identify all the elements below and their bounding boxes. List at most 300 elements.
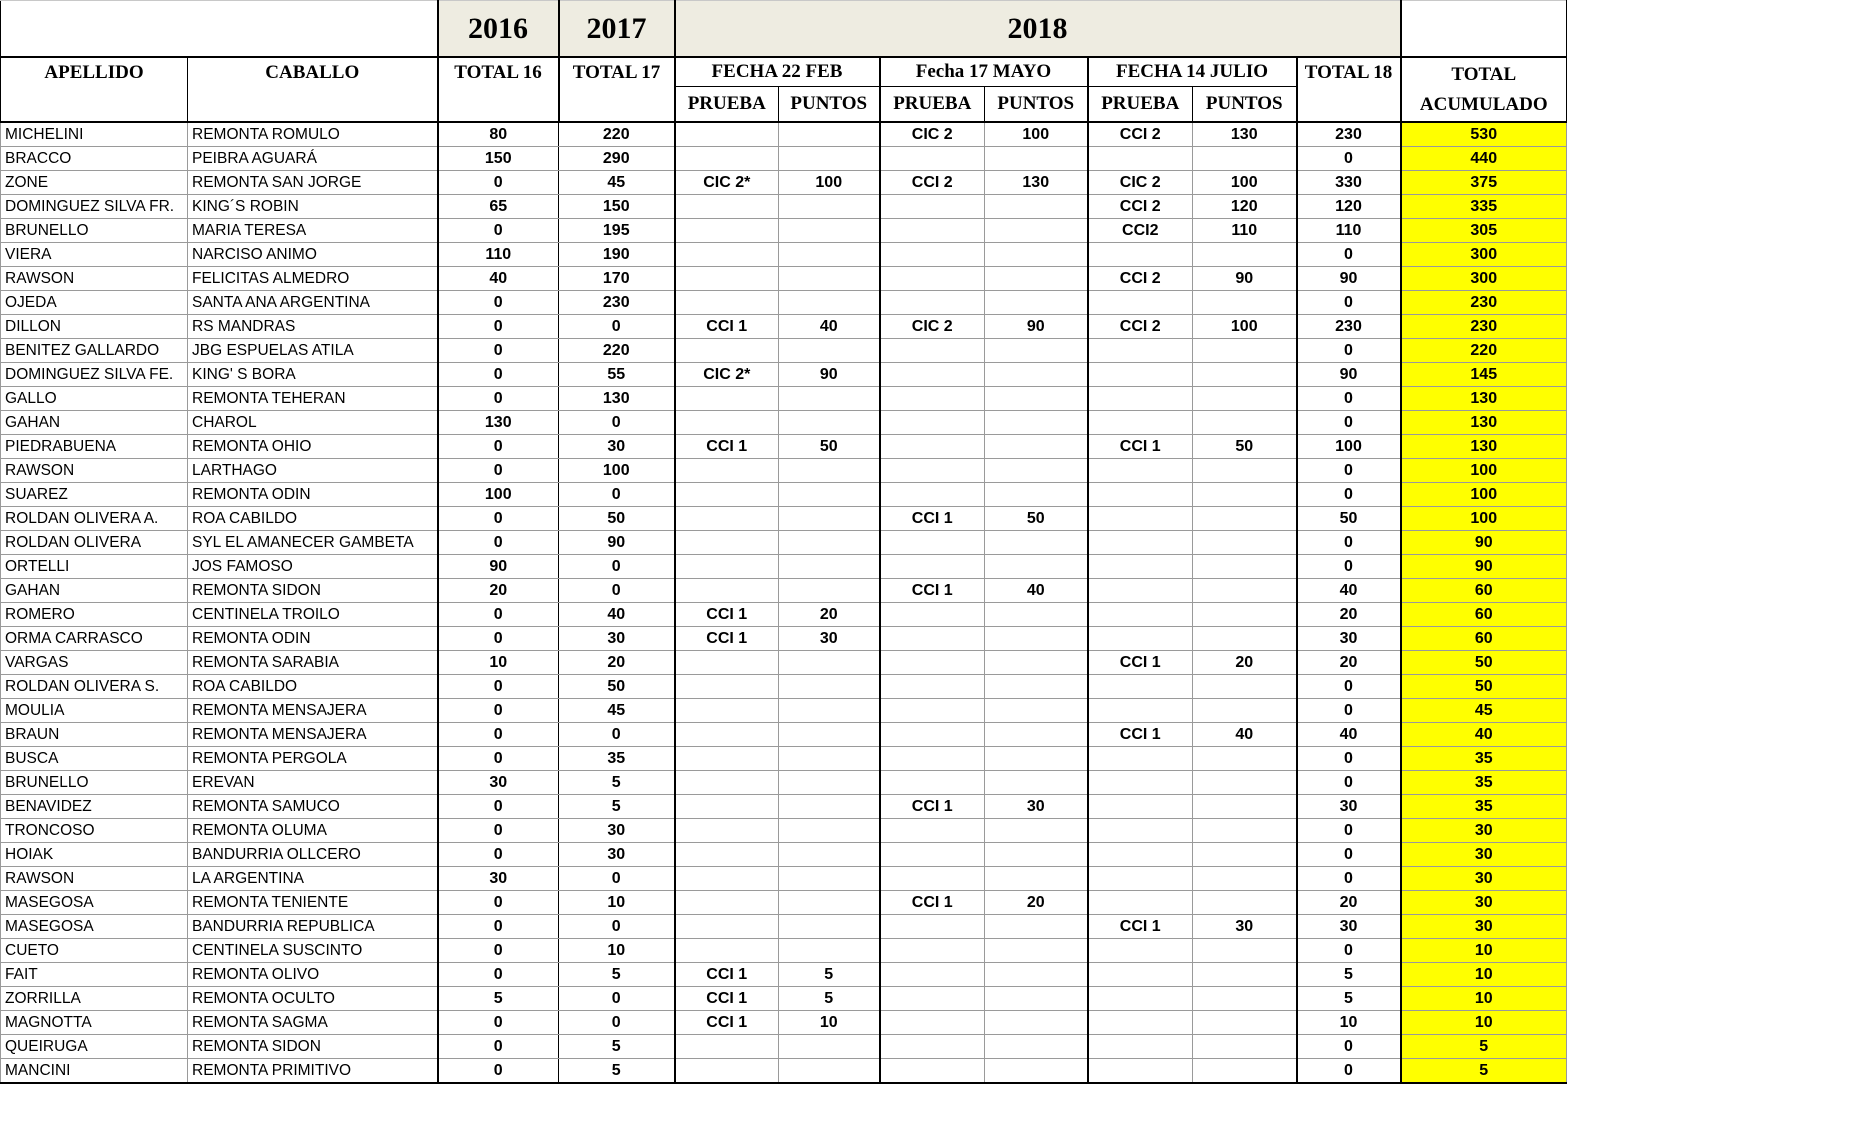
cell-apellido: BENAVIDEZ bbox=[1, 795, 188, 819]
cell-puntos-22-feb bbox=[779, 387, 880, 411]
cell-total-17: 0 bbox=[559, 483, 675, 507]
cell-puntos-14-julio bbox=[1193, 627, 1297, 651]
cell-prueba-14-julio bbox=[1088, 627, 1193, 651]
cell-puntos-17-mayo bbox=[985, 699, 1088, 723]
cell-prueba-17-mayo bbox=[880, 1035, 985, 1059]
table-row bbox=[1, 939, 1567, 963]
cell-total-17: 30 bbox=[559, 819, 675, 843]
cell-apellido: ORMA CARRASCO bbox=[1, 627, 188, 651]
cell-total-16: 30 bbox=[438, 867, 559, 891]
cell-caballo: REMONTA SIDON bbox=[188, 579, 438, 603]
cell-puntos-17-mayo bbox=[985, 459, 1088, 483]
cell-total-acumulado: 100 bbox=[1401, 507, 1567, 531]
cell-caballo: EREVAN bbox=[188, 771, 438, 795]
cell-apellido: ORTELLI bbox=[1, 555, 188, 579]
cell-total-acumulado: 10 bbox=[1401, 1011, 1567, 1035]
cell-apellido: DOMINGUEZ SILVA FR. bbox=[1, 195, 188, 219]
cell-prueba-17-mayo bbox=[880, 219, 985, 243]
cell-prueba-22-feb bbox=[675, 651, 779, 675]
cell-apellido: RAWSON bbox=[1, 459, 188, 483]
cell-total-17: 90 bbox=[559, 531, 675, 555]
cell-puntos-22-feb bbox=[779, 1035, 880, 1059]
cell-caballo: REMONTA OHIO bbox=[188, 435, 438, 459]
year-header-blank-right bbox=[1401, 1, 1567, 58]
cell-apellido: MOULIA bbox=[1, 699, 188, 723]
table-body bbox=[1, 122, 1567, 1083]
table-row bbox=[1, 1059, 1567, 1084]
cell-prueba-14-julio bbox=[1088, 555, 1193, 579]
cell-prueba-14-julio: CCI 2 bbox=[1088, 195, 1193, 219]
cell-caballo: REMONTA OLIVO bbox=[188, 963, 438, 987]
cell-prueba-17-mayo bbox=[880, 483, 985, 507]
cell-total-17: 5 bbox=[559, 1035, 675, 1059]
cell-prueba-22-feb bbox=[675, 219, 779, 243]
cell-puntos-17-mayo: 130 bbox=[985, 171, 1088, 195]
cell-prueba-17-mayo: CCI 1 bbox=[880, 795, 985, 819]
cell-prueba-14-julio: CCI 2 bbox=[1088, 315, 1193, 339]
cell-total-17: 0 bbox=[559, 1011, 675, 1035]
table-row bbox=[1, 147, 1567, 171]
cell-puntos-22-feb bbox=[779, 459, 880, 483]
cell-total-17: 0 bbox=[559, 411, 675, 435]
cell-caballo: CENTINELA SUSCINTO bbox=[188, 939, 438, 963]
cell-caballo: REMONTA TENIENTE bbox=[188, 891, 438, 915]
cell-prueba-17-mayo bbox=[880, 555, 985, 579]
cell-total-acumulado: 5 bbox=[1401, 1059, 1567, 1084]
cell-puntos-14-julio bbox=[1193, 867, 1297, 891]
cell-puntos-14-julio bbox=[1193, 531, 1297, 555]
cell-prueba-17-mayo bbox=[880, 363, 985, 387]
cell-caballo: PEIBRA AGUARÁ bbox=[188, 147, 438, 171]
cell-puntos-22-feb bbox=[779, 483, 880, 507]
cell-total-17: 0 bbox=[559, 555, 675, 579]
cell-caballo: LA ARGENTINA bbox=[188, 867, 438, 891]
cell-total-acumulado: 230 bbox=[1401, 315, 1567, 339]
cell-puntos-22-feb: 40 bbox=[779, 315, 880, 339]
cell-total-16: 10 bbox=[438, 651, 559, 675]
cell-apellido: BRUNELLO bbox=[1, 219, 188, 243]
cell-prueba-14-julio: CCI 2 bbox=[1088, 122, 1193, 147]
cell-puntos-22-feb bbox=[779, 507, 880, 531]
table-row bbox=[1, 699, 1567, 723]
cell-prueba-22-feb: CCI 1 bbox=[675, 435, 779, 459]
cell-caballo: REMONTA OCULTO bbox=[188, 987, 438, 1011]
cell-apellido: BUSCA bbox=[1, 747, 188, 771]
year-header-row bbox=[1, 1, 1567, 58]
cell-prueba-17-mayo: CCI 1 bbox=[880, 891, 985, 915]
cell-puntos-14-julio bbox=[1193, 1011, 1297, 1035]
cell-prueba-22-feb: CCI 1 bbox=[675, 1011, 779, 1035]
cell-total-17: 20 bbox=[559, 651, 675, 675]
cell-caballo: MARIA TERESA bbox=[188, 219, 438, 243]
cell-puntos-17-mayo bbox=[985, 915, 1088, 939]
cell-total-acumulado: 335 bbox=[1401, 195, 1567, 219]
cell-total-acumulado: 10 bbox=[1401, 939, 1567, 963]
cell-total-acumulado: 130 bbox=[1401, 387, 1567, 411]
cell-puntos-17-mayo bbox=[985, 939, 1088, 963]
cell-total-18: 0 bbox=[1297, 747, 1401, 771]
cell-total-17: 190 bbox=[559, 243, 675, 267]
cell-puntos-22-feb bbox=[779, 147, 880, 171]
cell-apellido: ROLDAN OLIVERA bbox=[1, 531, 188, 555]
cell-puntos-17-mayo bbox=[985, 747, 1088, 771]
cell-total-18: 0 bbox=[1297, 147, 1401, 171]
cell-total-acumulado: 30 bbox=[1401, 843, 1567, 867]
cell-caballo: REMONTA SAGMA bbox=[188, 1011, 438, 1035]
cell-prueba-22-feb bbox=[675, 747, 779, 771]
cell-puntos-17-mayo bbox=[985, 627, 1088, 651]
cell-total-18: 0 bbox=[1297, 771, 1401, 795]
table-header bbox=[1, 1, 1567, 123]
cell-puntos-14-julio: 100 bbox=[1193, 315, 1297, 339]
cell-apellido: DILLON bbox=[1, 315, 188, 339]
cell-prueba-17-mayo bbox=[880, 843, 985, 867]
cell-puntos-14-julio bbox=[1193, 339, 1297, 363]
cell-total-17: 5 bbox=[559, 795, 675, 819]
table-row bbox=[1, 531, 1567, 555]
cell-prueba-14-julio bbox=[1088, 147, 1193, 171]
cell-puntos-17-mayo bbox=[985, 363, 1088, 387]
cell-total-17: 10 bbox=[559, 939, 675, 963]
cell-puntos-22-feb: 50 bbox=[779, 435, 880, 459]
cell-prueba-14-julio bbox=[1088, 891, 1193, 915]
cell-prueba-14-julio bbox=[1088, 987, 1193, 1011]
cell-total-18: 100 bbox=[1297, 435, 1401, 459]
header-total-17: TOTAL 17 bbox=[559, 57, 675, 122]
cell-apellido: MAGNOTTA bbox=[1, 1011, 188, 1035]
cell-prueba-14-julio bbox=[1088, 675, 1193, 699]
cell-prueba-17-mayo bbox=[880, 699, 985, 723]
cell-prueba-22-feb bbox=[675, 291, 779, 315]
cell-prueba-17-mayo bbox=[880, 531, 985, 555]
cell-prueba-22-feb bbox=[675, 459, 779, 483]
cell-prueba-22-feb bbox=[675, 915, 779, 939]
cell-puntos-14-julio bbox=[1193, 603, 1297, 627]
cell-puntos-17-mayo bbox=[985, 387, 1088, 411]
cell-total-16: 0 bbox=[438, 291, 559, 315]
cell-total-17: 30 bbox=[559, 843, 675, 867]
cell-total-18: 20 bbox=[1297, 603, 1401, 627]
cell-total-18: 20 bbox=[1297, 651, 1401, 675]
cell-total-18: 90 bbox=[1297, 363, 1401, 387]
cell-puntos-14-julio: 90 bbox=[1193, 267, 1297, 291]
cell-prueba-22-feb bbox=[675, 555, 779, 579]
cell-puntos-22-feb: 5 bbox=[779, 987, 880, 1011]
header-prueba-2: PRUEBA bbox=[880, 87, 985, 123]
cell-apellido: CUETO bbox=[1, 939, 188, 963]
cell-caballo: KING´S ROBIN bbox=[188, 195, 438, 219]
cell-apellido: ROMERO bbox=[1, 603, 188, 627]
cell-prueba-14-julio bbox=[1088, 939, 1193, 963]
cell-caballo: REMONTA SARABIA bbox=[188, 651, 438, 675]
cell-prueba-17-mayo bbox=[880, 339, 985, 363]
cell-apellido: MANCINI bbox=[1, 1059, 188, 1084]
cell-prueba-14-julio bbox=[1088, 363, 1193, 387]
cell-total-17: 45 bbox=[559, 171, 675, 195]
cell-apellido: FAIT bbox=[1, 963, 188, 987]
cell-puntos-17-mayo: 30 bbox=[985, 795, 1088, 819]
cell-puntos-14-julio bbox=[1193, 939, 1297, 963]
cell-total-acumulado: 50 bbox=[1401, 651, 1567, 675]
cell-prueba-22-feb bbox=[675, 891, 779, 915]
cell-caballo: KING' S BORA bbox=[188, 363, 438, 387]
cell-total-16: 80 bbox=[438, 122, 559, 147]
cell-puntos-14-julio: 130 bbox=[1193, 122, 1297, 147]
cell-total-18: 0 bbox=[1297, 387, 1401, 411]
cell-puntos-14-julio bbox=[1193, 963, 1297, 987]
cell-puntos-22-feb: 100 bbox=[779, 171, 880, 195]
table-row bbox=[1, 579, 1567, 603]
cell-prueba-17-mayo bbox=[880, 603, 985, 627]
cell-apellido: TRONCOSO bbox=[1, 819, 188, 843]
table-row bbox=[1, 771, 1567, 795]
cell-puntos-22-feb bbox=[779, 867, 880, 891]
cell-prueba-14-julio: CCI2 bbox=[1088, 219, 1193, 243]
cell-total-16: 5 bbox=[438, 987, 559, 1011]
cell-puntos-22-feb bbox=[779, 531, 880, 555]
cell-caballo: REMONTA PRIMITIVO bbox=[188, 1059, 438, 1084]
cell-apellido: ZONE bbox=[1, 171, 188, 195]
cell-total-17: 0 bbox=[559, 915, 675, 939]
cell-total-17: 10 bbox=[559, 891, 675, 915]
cell-total-16: 150 bbox=[438, 147, 559, 171]
cell-caballo: LARTHAGO bbox=[188, 459, 438, 483]
table-row bbox=[1, 122, 1567, 147]
cell-prueba-22-feb bbox=[675, 819, 779, 843]
cell-puntos-17-mayo bbox=[985, 651, 1088, 675]
table-row bbox=[1, 603, 1567, 627]
cell-apellido: QUEIRUGA bbox=[1, 1035, 188, 1059]
cell-puntos-17-mayo bbox=[985, 771, 1088, 795]
cell-puntos-14-julio bbox=[1193, 891, 1297, 915]
cell-prueba-17-mayo bbox=[880, 675, 985, 699]
cell-puntos-17-mayo bbox=[985, 963, 1088, 987]
table-row bbox=[1, 291, 1567, 315]
cell-puntos-14-julio bbox=[1193, 363, 1297, 387]
year-2017-header: 2017 bbox=[559, 1, 675, 58]
cell-prueba-14-julio bbox=[1088, 531, 1193, 555]
cell-total-16: 0 bbox=[438, 963, 559, 987]
cell-prueba-22-feb bbox=[675, 1035, 779, 1059]
cell-total-16: 0 bbox=[438, 723, 559, 747]
cell-puntos-17-mayo: 40 bbox=[985, 579, 1088, 603]
cell-puntos-17-mayo: 90 bbox=[985, 315, 1088, 339]
cell-puntos-17-mayo bbox=[985, 483, 1088, 507]
cell-total-acumulado: 60 bbox=[1401, 603, 1567, 627]
header-prueba-1: PRUEBA bbox=[675, 87, 779, 123]
cell-prueba-22-feb bbox=[675, 843, 779, 867]
cell-caballo: REMONTA ODIN bbox=[188, 627, 438, 651]
cell-puntos-14-julio bbox=[1193, 387, 1297, 411]
table-row bbox=[1, 891, 1567, 915]
cell-total-17: 5 bbox=[559, 963, 675, 987]
cell-total-18: 50 bbox=[1297, 507, 1401, 531]
cell-total-17: 170 bbox=[559, 267, 675, 291]
cell-apellido: RAWSON bbox=[1, 867, 188, 891]
cell-puntos-14-julio: 110 bbox=[1193, 219, 1297, 243]
header-apellido: APELLIDO bbox=[1, 57, 188, 122]
cell-puntos-14-julio: 50 bbox=[1193, 435, 1297, 459]
cell-puntos-22-feb bbox=[779, 747, 880, 771]
cell-caballo: CENTINELA TROILO bbox=[188, 603, 438, 627]
cell-total-16: 130 bbox=[438, 411, 559, 435]
cell-total-acumulado: 5 bbox=[1401, 1035, 1567, 1059]
cell-puntos-22-feb bbox=[779, 891, 880, 915]
cell-puntos-17-mayo bbox=[985, 1035, 1088, 1059]
cell-prueba-22-feb bbox=[675, 699, 779, 723]
table-row bbox=[1, 387, 1567, 411]
cell-prueba-22-feb bbox=[675, 243, 779, 267]
cell-total-acumulado: 10 bbox=[1401, 987, 1567, 1011]
cell-prueba-14-julio bbox=[1088, 387, 1193, 411]
cell-puntos-14-julio bbox=[1193, 843, 1297, 867]
cell-prueba-22-feb: CCI 1 bbox=[675, 315, 779, 339]
cell-puntos-22-feb: 30 bbox=[779, 627, 880, 651]
cell-puntos-17-mayo bbox=[985, 1011, 1088, 1035]
cell-puntos-17-mayo: 100 bbox=[985, 122, 1088, 147]
cell-prueba-17-mayo bbox=[880, 147, 985, 171]
cell-puntos-22-feb bbox=[779, 699, 880, 723]
cell-prueba-22-feb bbox=[675, 147, 779, 171]
header-total-16: TOTAL 16 bbox=[438, 57, 559, 122]
cell-total-16: 0 bbox=[438, 1059, 559, 1084]
cell-total-18: 0 bbox=[1297, 1035, 1401, 1059]
cell-total-18: 120 bbox=[1297, 195, 1401, 219]
cell-caballo: ROA CABILDO bbox=[188, 675, 438, 699]
cell-puntos-17-mayo bbox=[985, 243, 1088, 267]
cell-prueba-22-feb bbox=[675, 122, 779, 147]
cell-apellido: HOIAK bbox=[1, 843, 188, 867]
cell-prueba-17-mayo bbox=[880, 435, 985, 459]
cell-puntos-17-mayo bbox=[985, 555, 1088, 579]
cell-total-17: 100 bbox=[559, 459, 675, 483]
cell-puntos-14-julio bbox=[1193, 699, 1297, 723]
cell-total-acumulado: 90 bbox=[1401, 531, 1567, 555]
cell-prueba-17-mayo bbox=[880, 195, 985, 219]
cell-prueba-14-julio: CCI 1 bbox=[1088, 651, 1193, 675]
cell-caballo: NARCISO ANIMO bbox=[188, 243, 438, 267]
cell-puntos-14-julio: 30 bbox=[1193, 915, 1297, 939]
cell-apellido: MASEGOSA bbox=[1, 915, 188, 939]
cell-total-acumulado: 130 bbox=[1401, 411, 1567, 435]
cell-total-16: 0 bbox=[438, 939, 559, 963]
cell-puntos-22-feb bbox=[779, 723, 880, 747]
cell-apellido: GAHAN bbox=[1, 411, 188, 435]
cell-total-18: 0 bbox=[1297, 243, 1401, 267]
cell-puntos-14-julio bbox=[1193, 675, 1297, 699]
cell-puntos-22-feb: 20 bbox=[779, 603, 880, 627]
header-prueba-3: PRUEBA bbox=[1088, 87, 1193, 123]
cell-total-acumulado: 230 bbox=[1401, 291, 1567, 315]
cell-prueba-17-mayo bbox=[880, 771, 985, 795]
cell-puntos-17-mayo bbox=[985, 867, 1088, 891]
cell-puntos-17-mayo bbox=[985, 819, 1088, 843]
cell-prueba-22-feb bbox=[675, 771, 779, 795]
cell-total-18: 0 bbox=[1297, 411, 1401, 435]
cell-total-17: 0 bbox=[559, 723, 675, 747]
cell-puntos-14-julio bbox=[1193, 411, 1297, 435]
cell-puntos-22-feb bbox=[779, 267, 880, 291]
cell-prueba-14-julio bbox=[1088, 459, 1193, 483]
cell-puntos-17-mayo bbox=[985, 291, 1088, 315]
cell-prueba-17-mayo bbox=[880, 243, 985, 267]
cell-prueba-14-julio bbox=[1088, 339, 1193, 363]
cell-total-17: 30 bbox=[559, 435, 675, 459]
cell-puntos-22-feb bbox=[779, 291, 880, 315]
cell-total-16: 0 bbox=[438, 363, 559, 387]
cell-total-17: 45 bbox=[559, 699, 675, 723]
cell-puntos-17-mayo: 20 bbox=[985, 891, 1088, 915]
cell-prueba-14-julio bbox=[1088, 507, 1193, 531]
cell-puntos-14-julio bbox=[1193, 747, 1297, 771]
cell-total-acumulado: 60 bbox=[1401, 579, 1567, 603]
table-row bbox=[1, 483, 1567, 507]
cell-apellido: MICHELINI bbox=[1, 122, 188, 147]
cell-puntos-14-julio: 100 bbox=[1193, 171, 1297, 195]
table-row bbox=[1, 795, 1567, 819]
cell-prueba-17-mayo: CIC 2 bbox=[880, 315, 985, 339]
cell-puntos-17-mayo bbox=[985, 843, 1088, 867]
cell-puntos-22-feb bbox=[779, 122, 880, 147]
cell-total-18: 0 bbox=[1297, 1059, 1401, 1084]
cell-apellido: GAHAN bbox=[1, 579, 188, 603]
cell-puntos-22-feb bbox=[779, 771, 880, 795]
cell-puntos-14-julio bbox=[1193, 147, 1297, 171]
cell-total-18: 0 bbox=[1297, 699, 1401, 723]
cell-total-acumulado: 30 bbox=[1401, 891, 1567, 915]
cell-apellido: ROLDAN OLIVERA S. bbox=[1, 675, 188, 699]
cell-prueba-17-mayo bbox=[880, 387, 985, 411]
header-total-acumulado bbox=[1401, 57, 1567, 122]
cell-puntos-17-mayo bbox=[985, 339, 1088, 363]
cell-puntos-22-feb bbox=[779, 579, 880, 603]
cell-total-17: 5 bbox=[559, 1059, 675, 1084]
cell-total-18: 40 bbox=[1297, 579, 1401, 603]
table-row bbox=[1, 243, 1567, 267]
cell-prueba-22-feb bbox=[675, 195, 779, 219]
cell-total-16: 0 bbox=[438, 627, 559, 651]
header-puntos-3: PUNTOS bbox=[1193, 87, 1297, 123]
cell-puntos-14-julio bbox=[1193, 483, 1297, 507]
cell-prueba-14-julio bbox=[1088, 747, 1193, 771]
table-row bbox=[1, 675, 1567, 699]
cell-total-18: 30 bbox=[1297, 795, 1401, 819]
table-row bbox=[1, 411, 1567, 435]
cell-total-16: 0 bbox=[438, 1011, 559, 1035]
cell-caballo: RS MANDRAS bbox=[188, 315, 438, 339]
cell-total-16: 0 bbox=[438, 843, 559, 867]
cell-prueba-17-mayo bbox=[880, 963, 985, 987]
cell-prueba-17-mayo: CCI 2 bbox=[880, 171, 985, 195]
cell-total-18: 0 bbox=[1297, 867, 1401, 891]
cell-total-acumulado: 440 bbox=[1401, 147, 1567, 171]
header-total-18: TOTAL 18 bbox=[1297, 57, 1401, 122]
cell-caballo: REMONTA SAMUCO bbox=[188, 795, 438, 819]
cell-total-16: 0 bbox=[438, 747, 559, 771]
cell-apellido: BENITEZ GALLARDO bbox=[1, 339, 188, 363]
cell-prueba-17-mayo bbox=[880, 1059, 985, 1084]
cell-puntos-22-feb bbox=[779, 819, 880, 843]
cell-prueba-14-julio bbox=[1088, 579, 1193, 603]
cell-prueba-14-julio bbox=[1088, 867, 1193, 891]
cell-caballo: FELICITAS ALMEDRO bbox=[188, 267, 438, 291]
cell-total-acumulado: 35 bbox=[1401, 747, 1567, 771]
year-2016-header: 2016 bbox=[438, 1, 559, 58]
table-row bbox=[1, 363, 1567, 387]
cell-puntos-17-mayo bbox=[985, 267, 1088, 291]
cell-total-16: 0 bbox=[438, 603, 559, 627]
cell-puntos-14-julio bbox=[1193, 1035, 1297, 1059]
